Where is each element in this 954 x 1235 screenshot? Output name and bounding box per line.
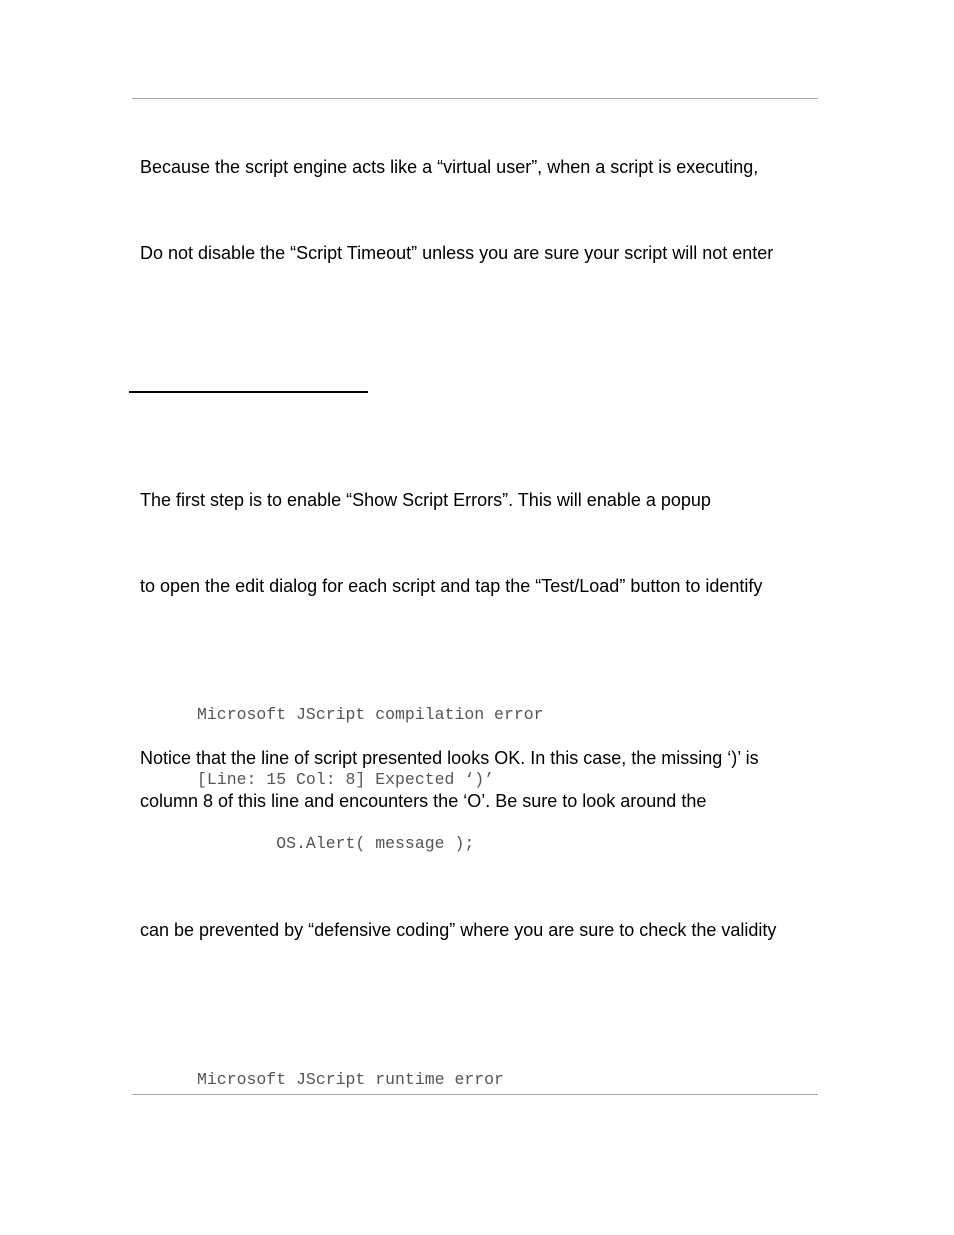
code-line: Microsoft JScript compilation error (197, 705, 544, 724)
body-text-line: Notice that the line of script presented looks OK. In this case, the missing ‘)’ is (140, 748, 759, 768)
body-text-line: column 8 of this line and encounters the ‘O’. Be sure to look around the (140, 791, 707, 811)
body-text-line: to open the edit dialog for each script and tap the “Test/Load” button to identify (140, 576, 763, 596)
body-text-line: Because the script engine acts like a “virtual user”, when a script is executing, (140, 157, 759, 177)
code-block-runtime-error (197, 1026, 504, 1112)
section-heading-underline (129, 391, 368, 393)
code-line: [Line: 15 Col: 8] Expected ‘)’ (197, 769, 495, 789)
body-text-line: The first step is to enable “Show Script Errors”. This will enable a popup (140, 490, 711, 510)
header-rule (132, 98, 818, 99)
footer-rule (132, 1094, 818, 1095)
body-text-line: can be prevented by “defensive coding” where you are sure to check the validity (140, 920, 777, 940)
code-line: OS.Alert( message ); (197, 834, 475, 853)
body-text-line: Do not disable the “Script Timeout” unless you are sure your script will not enter (140, 243, 774, 263)
code-line: Microsoft JScript runtime error (197, 1070, 504, 1089)
